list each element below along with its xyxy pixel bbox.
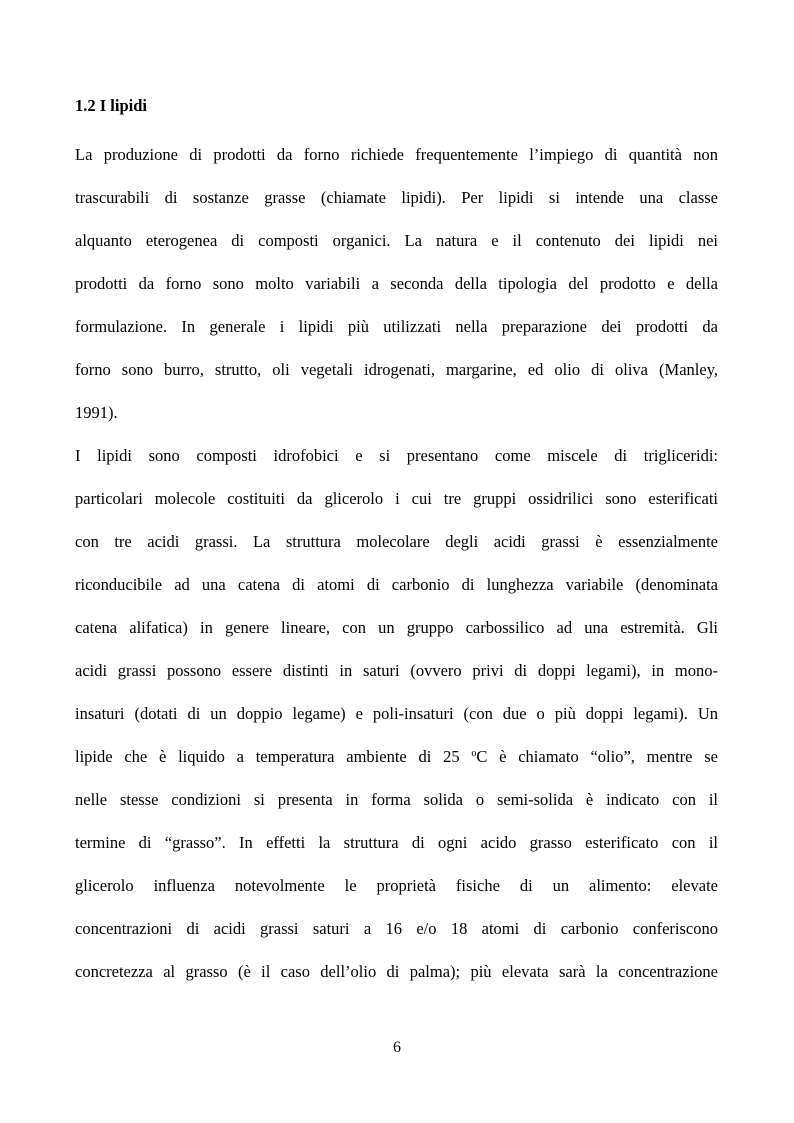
paragraph-line: nelle stesse condizioni si presenta in forma solida o semi-solida è indicato con il — [75, 790, 718, 809]
temperature-line-before: lipide che è liquido a temperatura ambiente di 25 — [75, 747, 472, 766]
paragraph-line: alquanto eterogenea di composti organici. La natura e il contenuto dei lipidi nei — [75, 231, 718, 250]
paragraph-line: catena alifatica) in genere lineare, con un gruppo carbossilico ad una estremità. Gli — [75, 618, 718, 637]
paragraph-line: forno sono burro, strutto, oli vegetali idrogenati, margarine, ed olio di oliva (Manley, — [75, 360, 718, 379]
paragraph-line: La produzione di prodotti da forno richiede frequentemente l’impiego di quantità non — [75, 145, 718, 164]
paragraph-line: concretezza al grasso (è il caso dell’olio di palma); più elevata sarà la concentrazione — [75, 962, 718, 981]
section-heading: 1.2 I lipidi — [75, 96, 147, 115]
paragraph-line: riconducibile ad una catena di atomi di carbonio di lunghezza variabile (denominata — [75, 575, 718, 594]
paragraph-line: formulazione. In generale i lipidi più utilizzati nella preparazione dei prodotti da — [75, 317, 718, 336]
temperature-line-after: C è chiamato “olio”, mentre se — [476, 747, 718, 766]
paragraph-line: termine di “grasso”. In effetti la struttura di ogni acido grasso esterificato con il — [75, 833, 718, 852]
paragraph-line: insaturi (dotati di un doppio legame) e poli-insaturi (con due o più doppi legami). Un — [75, 704, 718, 723]
paragraph-line: particolari molecole costituiti da glicerolo i cui tre gruppi ossidrilici sono esterificati — [75, 489, 718, 508]
paragraph-line: acidi grassi possono essere distinti in saturi (ovvero privi di doppi legami), in mono- — [75, 661, 718, 680]
degree-superscript: o — [471, 748, 477, 759]
paragraph-line: trascurabili di sostanze grasse (chiamate lipidi). Per lipidi si intende una classe — [75, 188, 718, 207]
paragraph-line: 1991). — [75, 403, 118, 422]
page-number: 6 — [393, 1039, 401, 1056]
temperature-line — [75, 745, 718, 769]
paragraph-line: concentrazioni di acidi grassi saturi a 16 e/o 18 atomi di carbonio conferiscono — [75, 919, 718, 938]
paragraph-line: I lipidi sono composti idrofobici e si presentano come miscele di trigliceridi: — [75, 446, 718, 465]
paragraph-line: con tre acidi grassi. La struttura molecolare degli acidi grassi è essenzialmente — [75, 532, 718, 551]
paragraph-line: prodotti da forno sono molto variabili a seconda della tipologia del prodotto e della — [75, 274, 718, 293]
paragraph-line: glicerolo influenza notevolmente le proprietà fisiche di un alimento: elevate — [75, 876, 718, 895]
